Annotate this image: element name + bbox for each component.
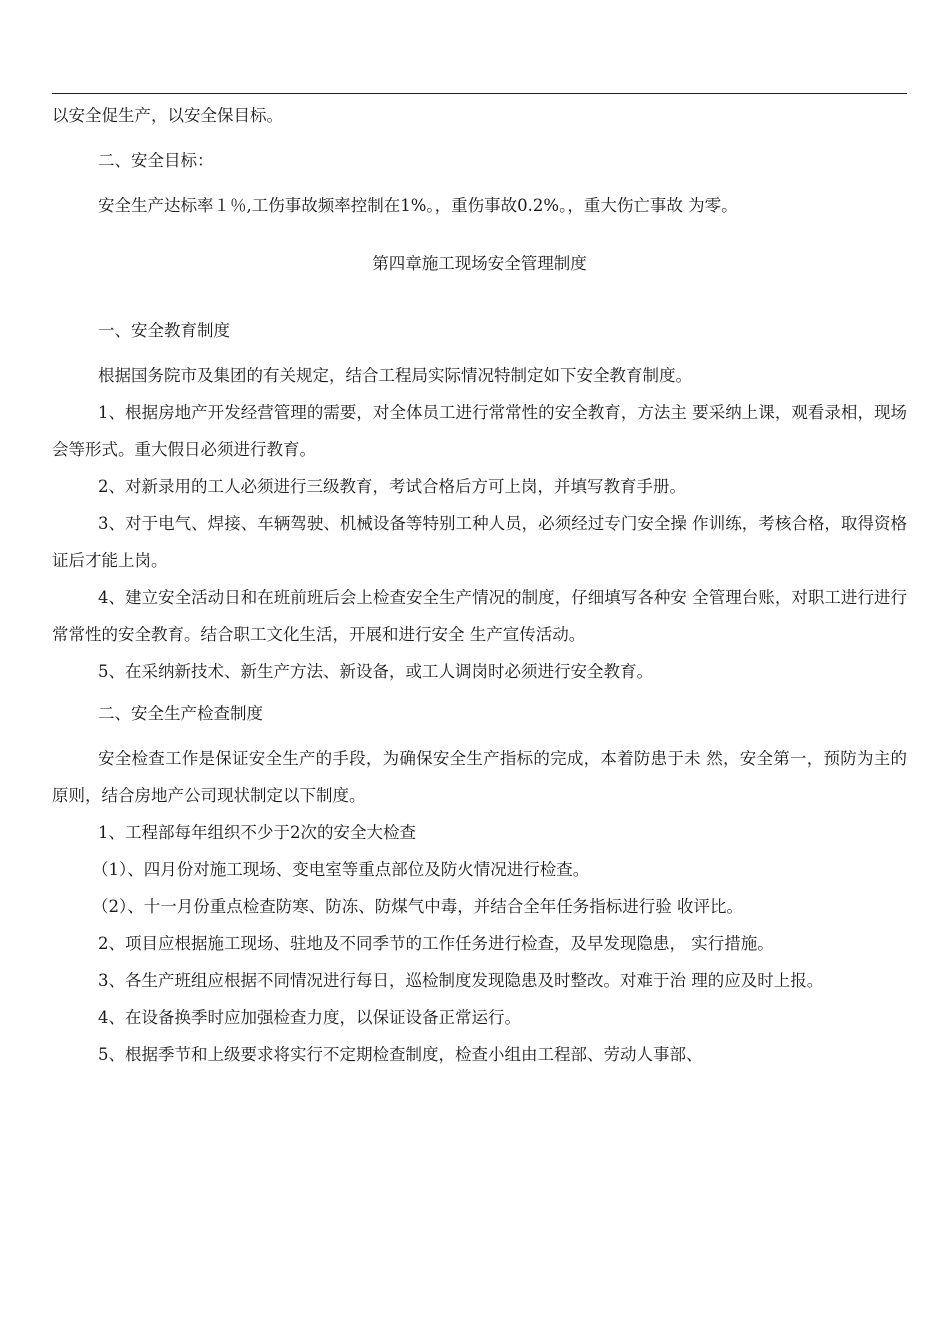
section-heading-safety-inspection: 二、安全生产检查制度 bbox=[98, 704, 263, 723]
list-item-education-2: 2、对新录用的工人必须进行三级教育，考试合格后方可上岗，并填写教育手册。 bbox=[98, 477, 686, 496]
list-subitem-inspection-1-2: （2）、十一月份重点检查防寒、防冻、防煤气中毒，并结合全年任务指标进行验 收评比。 bbox=[92, 897, 743, 916]
paragraph-safety-goal-intro: 以安全促生产，以安全保目标。 bbox=[52, 106, 283, 125]
list-item-inspection-4: 4、在设备换季时应加强检查力度，以保证设备正常运行。 bbox=[98, 1008, 521, 1027]
section-heading-safety-education: 一、安全教育制度 bbox=[98, 321, 230, 340]
paragraph-safety-target-rates: 安全生产达标率１％,工伤事故频率控制在1%。，重伤事故0.2%。，重大伤亡事故 为零。 bbox=[98, 196, 738, 215]
list-item-inspection-1: 1、工程部每年组织不少于2次的安全大检查 bbox=[98, 823, 416, 842]
list-item-education-1: 1、根据房地产开发经营管理的需要，对全体员工进行常常性的安全教育，方法主 要采纳上课，观看录相，现场会等形式。重大假日必须进行教育。 bbox=[52, 403, 907, 459]
list-item-inspection-5: 5、根据季节和上级要求将实行不定期检查制度，检查小组由工程部、劳动人事部、 bbox=[98, 1045, 703, 1064]
paragraph-education-intro: 根据国务院市及集团的有关规定，结合工程局实际情况特制定如下安全教育制度。 bbox=[98, 366, 692, 385]
list-item-inspection-3: 3、各生产班组应根据不同情况进行每日，巡检制度发现隐患及时整改。对难于治 理的应及时上报。 bbox=[98, 971, 824, 990]
chapter-title: 第四章施工现场安全管理制度 bbox=[372, 254, 587, 273]
document-body bbox=[52, 97, 907, 1073]
paragraph-inspection-intro: 安全检查工作是保证安全生产的手段，为确保安全生产指标的完成，本着防患于未 然，安全第一，预防为主的原则，结合房地产公司现状制定以下制度。 bbox=[52, 749, 907, 805]
list-item-inspection-2: 2、项目应根据施工现场、驻地及不同季节的工作任务进行检查，及早发现隐患， 实行措施。 bbox=[98, 934, 774, 953]
section-heading-safety-target: 二、安全目标： bbox=[98, 151, 214, 170]
list-item-education-4: 4、建立安全活动日和在班前班后会上检查安全生产情况的制度，仔细填写各种安 全管理台账，对职工进行进行常常性的安全教育。结合职工文化生活，开展和进行安全 生产宣传活动。 bbox=[52, 588, 907, 644]
list-item-education-3: 3、对于电气、焊接、车辆驾驶、机械设备等特别工种人员，必须经过专门安全操 作训练，考核合格，取得资格证后才能上岗。 bbox=[52, 514, 907, 570]
list-subitem-inspection-1-1: （1）、四月份对施工现场、变电室等重点部位及防火情况进行检查。 bbox=[92, 860, 590, 879]
header-rule bbox=[52, 93, 907, 94]
list-item-education-5: 5、在采纳新技术、新生产方法、新设备，或工人调岗时必须进行安全教育。 bbox=[98, 662, 653, 681]
